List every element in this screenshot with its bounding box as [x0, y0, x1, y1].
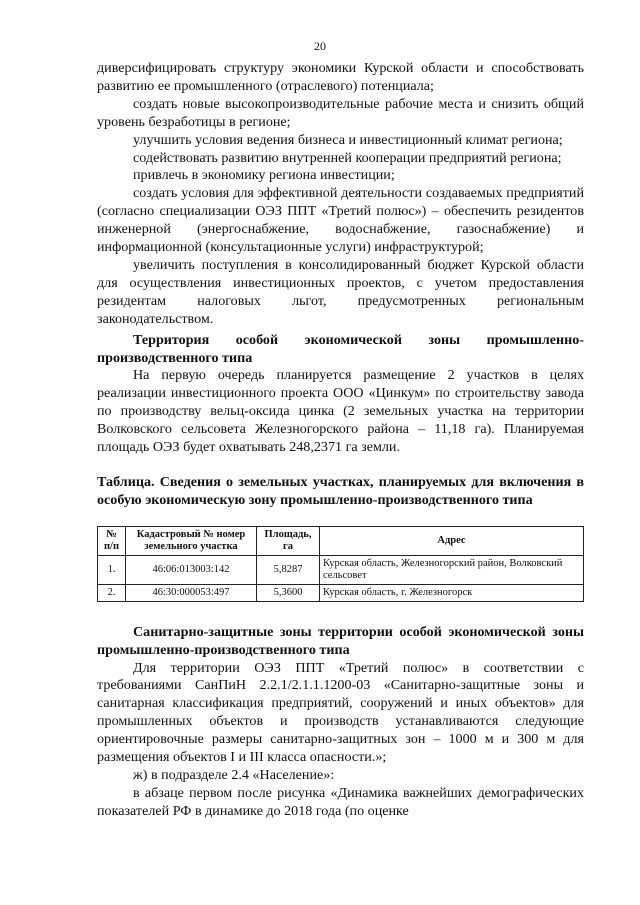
paragraph: диверсифицировать структуру экономики Курской области и способствовать развитию ее промышленного (отраслевого) потенциала; [97, 60, 584, 94]
section-heading-sanitary: Санитарно-защитные зоны территории особой экономической зоны промышленно-производственного типа [97, 623, 584, 658]
header-cadastral: Кадастровый № номер земельного участка [126, 526, 257, 555]
cell-area: 5,3600 [257, 584, 320, 601]
cell-cadastral: 46:06:013003:142 [126, 555, 257, 584]
paragraph: увеличить поступления в консолидированный бюджет Курской области для осуществления инвестиционных проектов, с учетом предоставления резидентам налоговых льгот, предусмотренных региональным законодательством. [97, 256, 584, 327]
paragraph: содействовать развитию внутренней кооперации предприятий региона; [133, 149, 562, 166]
page-number: 20 [314, 39, 326, 53]
paragraph: улучшить условия ведения бизнеса и инвестиционный климат региона; [133, 131, 563, 148]
table-header-row [98, 526, 584, 555]
cell-area: 5,8287 [257, 555, 320, 584]
header-num: № п/п [98, 526, 126, 555]
cell-address: Курская область, г. Железногорск [320, 584, 584, 601]
header-address: Адрес [320, 526, 584, 555]
paragraph: На первую очередь планируется размещение 2 участков в целях реализации инвестиционного проекта ООО «Цинкум» по строительству завода по производству вельц-оксида цинка (2 земельных участка на территории Волковского сельсовета Железногорского района – 11,18 га). Планируемая площадь ОЭЗ будет охватывать 248,2371 га земли. [97, 367, 584, 456]
paragraph: ж) в подразделе 2.4 «Население»: [133, 767, 335, 783]
paragraph: создать новые высокопроизводительные рабочие места и снизить общий уровень безработицы в регионе; [97, 95, 584, 130]
cell-num: 2. [98, 584, 126, 601]
cell-cadastral: 46:30:000053:497 [126, 584, 257, 601]
paragraph: привлечь в экономику региона инвестиции; [133, 167, 395, 184]
land-plots-table [97, 526, 584, 602]
table-row [98, 584, 584, 601]
table-caption: Таблица. Сведения о земельных участках, планируемых для включения в особую экономическую зону промышленно-производственного типа [97, 473, 584, 508]
paragraph: Для территории ОЭЗ ППТ «Третий полюс» в соответствии с требованиями СанПиН 2.2.1/2.1.1.1200-03 «Санитарно-защитные зоны и санитарная классификация предприятий, сооружений и иных объектов» для промышленных объектов и производств устанавливаются следующие ориентировочные размеры санитарно-защитных зон – 1000 м и 300 м для размещения объектов I и III класса опасности.»; [97, 659, 584, 766]
cell-num: 1. [98, 555, 126, 584]
table-row [98, 555, 584, 584]
paragraph: создать условия для эффективной деятельности создаваемых предприятий (согласно специализации ОЭЗ ППТ «Третий полюс») – обеспечить резидентов инженерной (энергоснабжение, водоснабжение, газоснабжение) и информационной (консультационные услуги) инфраструктурой; [97, 185, 584, 256]
cell-address: Курская область, Железногорский район, Волковский сельсовет [320, 555, 584, 584]
header-area: Площадь, га [257, 526, 320, 555]
paragraph: в абзаце первом после рисунка «Динамика важнейших демографических показателей РФ в динамике до 2018 года (по оценке [97, 784, 584, 819]
document-body [97, 60, 584, 821]
section-heading-territory: Территория особой экономической зоны промышленно-производственного типа [97, 331, 584, 366]
